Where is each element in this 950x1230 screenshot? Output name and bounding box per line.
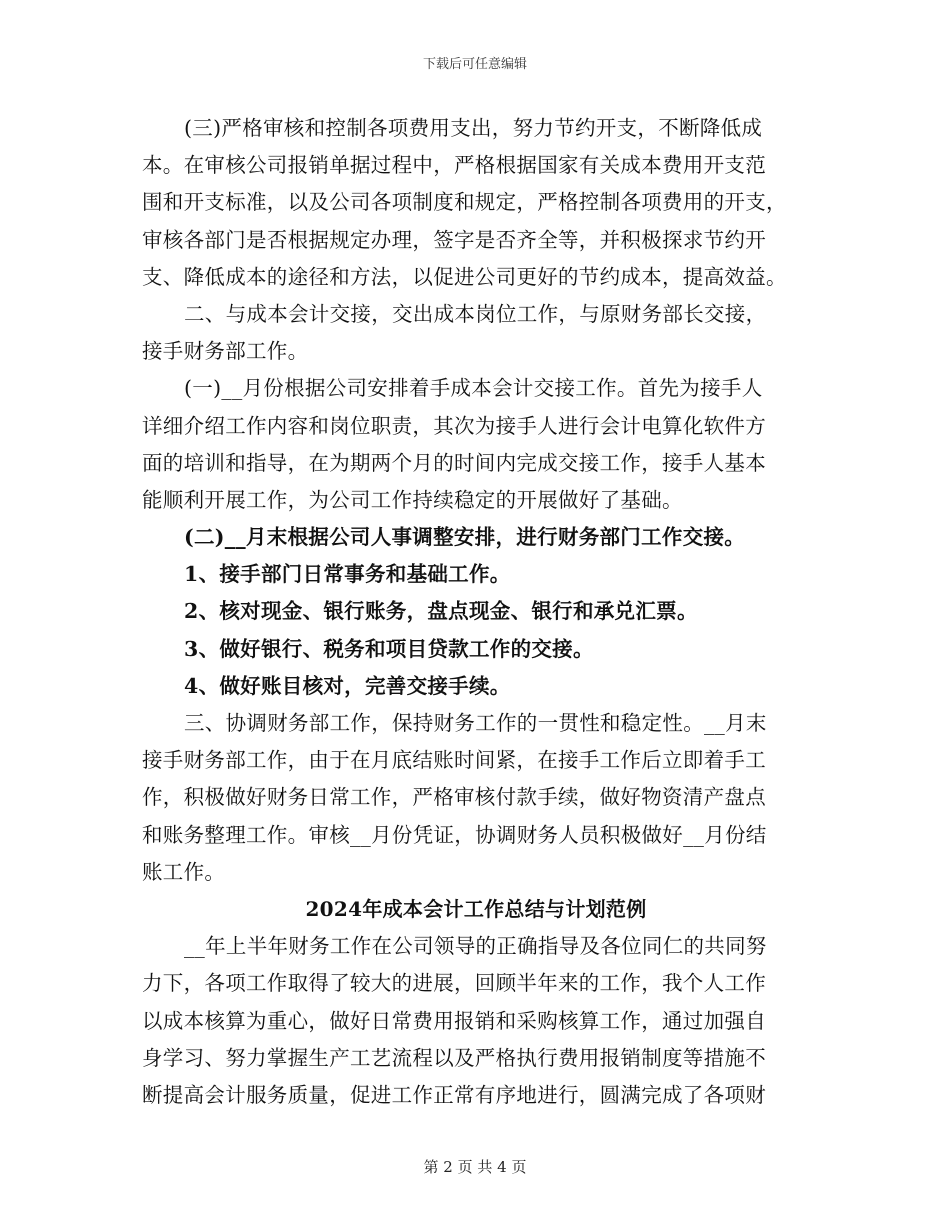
document-body: [142, 110, 810, 1114]
bold-list-item: 1、接手部门日常事务和基础工作。: [184, 562, 511, 587]
paragraph-line: 账工作。: [142, 859, 226, 884]
section-heading-three: 三、协调财务部工作，保持财务工作的一贯性和稳定性。__月末: [184, 711, 767, 735]
paragraph-line: 围和开支标准，以及公司各项制度和规定，严格控制各项费用的开支，: [142, 190, 787, 215]
paragraph-line: 力下，各项工作取得了较大的进展，回顾半年来的工作，我个人工作: [142, 971, 766, 996]
paragraph-line: 接手财务部工作，由于在月底结账时间紧，在接手工作后立即着手工: [142, 748, 766, 773]
document-title: 2024年成本会计工作总结与计划范例: [305, 896, 647, 921]
paragraph-line: 和账务整理工作。审核__月份凭证，协调财务人员积极做好__月份结: [142, 822, 767, 847]
section-heading-two: 二、与成本会计交接，交出成本岗位工作，与原财务部长交接，: [184, 301, 767, 326]
paragraph-line: 作，积极做好财务日常工作，严格审核付款手续，做好物资清产盘点: [142, 785, 766, 810]
paragraph-line: 详细介绍工作内容和岗位职责，其次为接手人进行会计电算化软件方: [142, 413, 766, 438]
bold-subheading: (二)__月末根据公司人事调整安排，进行财务部门工作交接。: [184, 525, 746, 550]
paragraph-line: 本。在审核公司报销单据过程中，严格根据国家有关成本费用开支范: [142, 153, 766, 178]
paragraph-line: __年上半年财务工作在公司领导的正确指导及各位同仁的共同努: [184, 934, 767, 959]
paragraph-line: (一)__月份根据公司安排着手成本会计交接工作。首先为接手人: [184, 376, 763, 401]
bold-list-item: 2、核对现金、银行账务，盘点现金、银行和承兑汇票。: [184, 599, 698, 624]
paragraph-line: 身学习、努力掌握生产工艺流程以及严格执行费用报销制度等措施不: [142, 1045, 766, 1070]
paragraph-line: (三)严格审核和控制各项费用支出，努力节约开支，不断降低成: [184, 116, 763, 140]
paragraph-line: 断提高会计服务质量，促进工作正常有序地进行，圆满完成了各项财: [142, 1082, 766, 1107]
paragraph-line: 能顺利开展工作，为公司工作持续稳定的开展做好了基础。: [142, 487, 683, 512]
paragraph-line: 以成本核算为重心，做好日常费用报销和采购核算工作，通过加强自: [142, 1008, 766, 1033]
paragraph-line: 支、降低成本的途径和方法，以促进公司更好的节约成本，提高效益。: [142, 264, 787, 289]
page-header-note: 下载后可任意编辑: [422, 57, 527, 72]
bold-list-item: 4、做好账目核对，完善交接手续。: [184, 673, 511, 698]
page-number-footer: 第 2 页 共 4 页: [423, 1158, 527, 1176]
bold-list-item: 3、做好银行、税务和项目贷款工作的交接。: [184, 636, 594, 661]
paragraph-line: 接手财务部工作。: [142, 339, 309, 364]
paragraph-line: 面的培训和指导，在为期两个月的时间内完成交接工作，接手人基本: [142, 450, 766, 475]
paragraph-line: 审核各部门是否根据规定办理，签字是否齐全等，并积极探求节约开: [142, 227, 766, 252]
